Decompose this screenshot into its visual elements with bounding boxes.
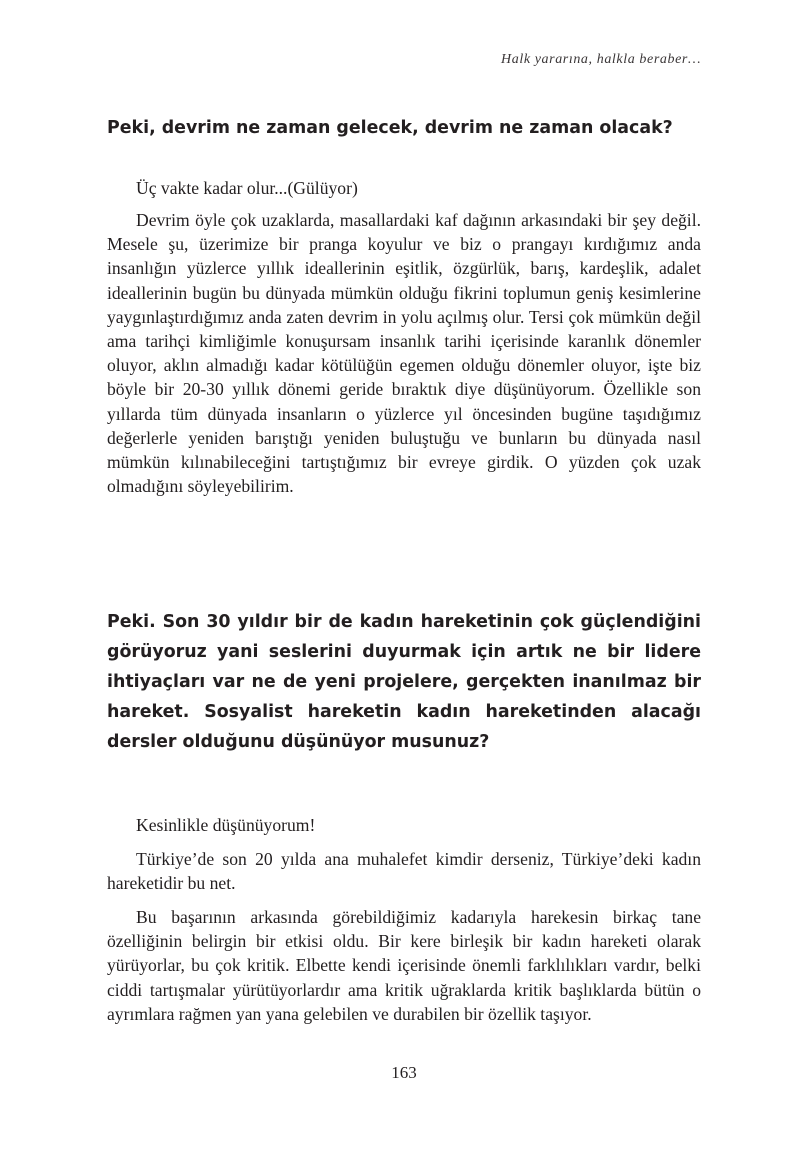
answer-paragraph-5: Bu başarının arkasında görebildiğimiz kadarıyla harekesin birkaç tane özelliğinin belirgin bir etkisi oldu. Bir kere birleşik bir kadın hareketi olarak yürüyorlar, bu çok kritik. Elbette kendi içerisinde önemli farklılıkları vardır, belki ciddi tartışmalar yürütüyorlardır ama kritik uğraklarda kritik başlıklarda bütün o ayrımlara rağmen yan yana gelebilen ve durabilen bir özellik taşıyor. bbox=[107, 907, 701, 1024]
answer-paragraph-3: Kesinlikle düşünüyorum! bbox=[136, 815, 316, 835]
answer-paragraph-1: Üç vakte kadar olur...(Gülüyor) bbox=[136, 178, 358, 198]
book-page bbox=[107, 0, 701, 1152]
page-number: 163 bbox=[391, 1063, 417, 1082]
interview-question-2: Peki. Son 30 yıldır bir de kadın hareketinin çok güçlendiğini görüyoruz yani seslerini duyurmak için artık ne bir lidere ihtiyaçları var ne de yeni projelere, gerçekten inanılmaz bir hareket. Sosyalist hareketin kadın hareketinden alacağı dersler olduğunu düşünüyor musunuz? bbox=[107, 612, 701, 752]
interview-question-1: Peki, devrim ne zaman gelecek, devrim ne zaman olacak? bbox=[107, 118, 673, 138]
answer-paragraph-2: Devrim öyle çok uzaklarda, masallardaki kaf dağının arkasındaki bir şey değil. Mesele şu, üzerimize bir pranga koyulur ve biz o prangayı kırdığımız anda insanlığın yüzlerce yıllık ideallerinin eşitlik, özgürlük, barış, kardeşlik, adalet ideallerinin bugün bu dünyada mümkün olduğu fikrini toplumun geniş kesimlerine yaygınlaştırdığımız anda zaten devrim in yolu açılmış olur. Tersi çok mümkün değil ama tarihçi kimliğimle konuşursam insanlık tarihi içerisinde karanlık dönemler oluyor, aklın almadığı kadar kötülüğün egemen olduğu dönemler oluyor, işte biz böyle bir 20-30 yıllık dönemi geride bıraktık diye düşünüyorum. Özellikle son yıllarda tüm dünyada insanların o yüzlerce yıl öncesinden bugüne taşıdığımız değerlerle yeniden barıştığı yeniden buluştuğu ve bunların bu dünyada nasıl mümkün kılınabileceğini tartıştığımız bir evreye girdik. O yüzden çok uzak olmadığını söyleyebilirim. bbox=[107, 210, 701, 497]
answer-paragraph-4: Türkiye’de son 20 yılda ana muhalefet kimdir derseniz, Türkiye’deki kadın hareketidir bu net. bbox=[107, 849, 701, 894]
running-head: Halk yararına, halkla beraber… bbox=[501, 52, 701, 67]
